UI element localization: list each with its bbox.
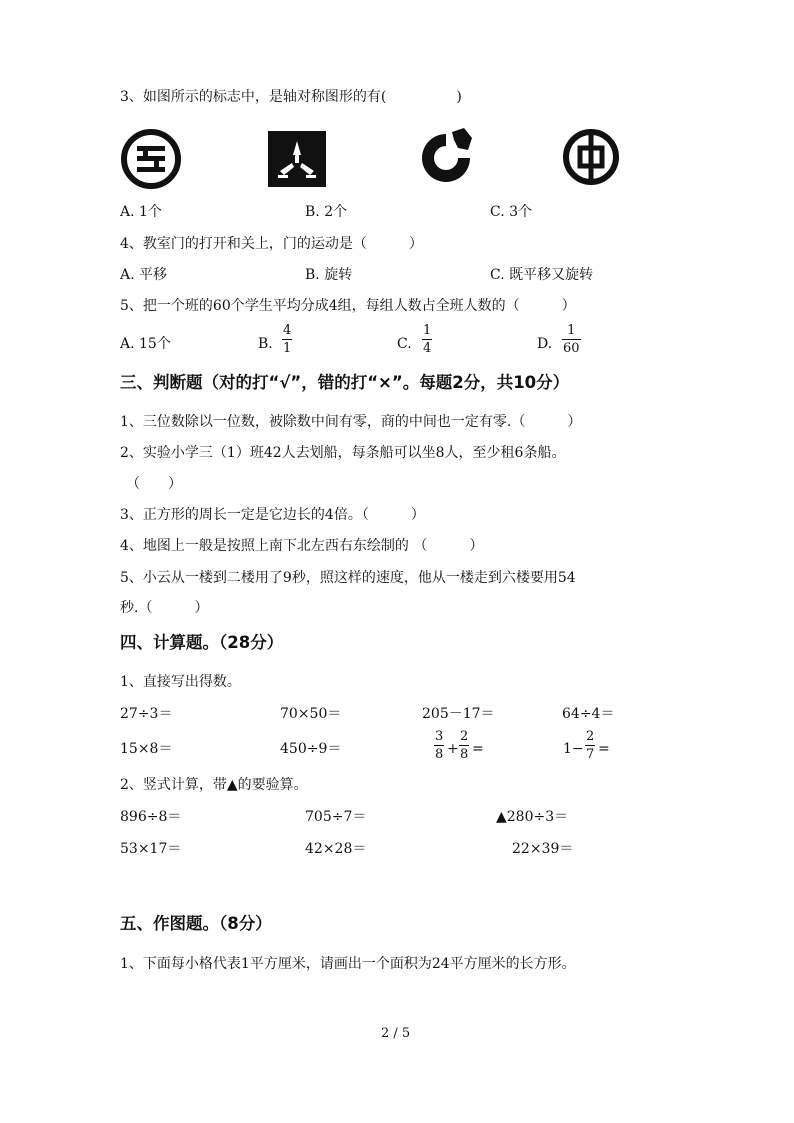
q5-text: 5、把一个班的60个学生平均分成4组，每组人数占全班人数的（ ）: [120, 298, 576, 314]
fraction-bar: [282, 339, 292, 340]
fraction-bar: [422, 339, 432, 340]
section-3-item-5-cont: 秒.（ ）: [120, 600, 209, 616]
section-3-item-4: 4、地图上一般是按照上南下北左西右东绘制的 （ ）: [120, 538, 484, 554]
bank-logo-2-icon: [268, 131, 326, 187]
section-3-item-2: 2、实验小学三（1）班42人去划船，每条船可以坐8人，至少租6条船。: [120, 445, 566, 461]
calc-item: 205－17＝: [422, 706, 495, 722]
bank-logo-3-icon: [418, 128, 474, 186]
calc-item: 450÷9＝: [280, 741, 342, 757]
vertical-calc-item: 53×17＝: [120, 841, 182, 857]
section-5-item-1: 1、下面每小格代表1平方厘米，请画出一个面积为24平方厘米的长方形。: [120, 956, 576, 972]
fraction-denominator: 7: [586, 747, 595, 762]
q5-option-d-fraction: [562, 323, 581, 356]
bank-of-china-logo-icon: [562, 128, 620, 186]
fraction-numerator: 4: [283, 323, 292, 338]
section-4-sub-1: 1、直接写出得数。: [120, 674, 241, 690]
bank-logo-1-icon: [120, 128, 182, 190]
vertical-calc-item: 705÷7＝: [305, 809, 367, 825]
q4-text: 4、教室门的打开和关上，门的运动是（ ）: [120, 236, 423, 252]
fraction-numerator: 2: [460, 729, 469, 744]
section-4-sub-2: 2、竖式计算，带▲的要验算。: [120, 777, 308, 793]
section-3-item-5: 5、小云从一楼到二楼用了9秒，照这样的速度，他从一楼走到六楼要用54: [120, 570, 576, 586]
q3-option-c: C. 3个: [490, 204, 533, 220]
fraction-bar: [434, 745, 444, 746]
calc-fraction-c: [585, 729, 595, 762]
calc-item: 64÷4＝: [562, 706, 615, 722]
calc-equals: =: [598, 741, 610, 757]
calc-lead: 1−: [563, 741, 584, 757]
section-5-title: 五、作图题。（8分）: [120, 914, 272, 933]
vertical-calc-item: 22×39＝: [512, 841, 574, 857]
fraction-denominator: 60: [563, 341, 580, 356]
section-3-item-3: 3、正方形的周长一定是它边长的4倍。（ ）: [120, 507, 425, 523]
calc-item: 27÷3＝: [120, 706, 173, 722]
q5-option-b-label: B.: [258, 336, 273, 352]
q5-option-c-fraction: [422, 323, 432, 356]
q5-option-c-label: C.: [397, 336, 412, 352]
section-3-title: 三、判断题（对的打“√”，错的打“×”。每题2分，共10分）: [120, 373, 570, 392]
vertical-calc-item: 896÷8＝: [120, 809, 182, 825]
q4-option-c: C. 既平移又旋转: [490, 267, 594, 283]
fraction-numerator: 1: [567, 323, 576, 338]
calc-fraction-b: [459, 729, 469, 762]
vertical-calc-item: ▲280÷3＝: [496, 809, 569, 825]
fraction-denominator: 1: [283, 341, 292, 356]
fraction-numerator: 2: [586, 729, 595, 744]
q4-option-b: B. 旋转: [305, 267, 353, 283]
q3-text: 3、如图所示的标志中，是轴对称图形的有( ): [120, 89, 462, 105]
fraction-denominator: 4: [423, 341, 432, 356]
fraction-numerator: 3: [435, 729, 444, 744]
section-3-item-1: 1、三位数除以一位数，被除数中间有零，商的中间也一定有零.（ ）: [120, 414, 582, 430]
q4-option-a: A. 平移: [120, 267, 168, 283]
calc-fraction-a: [434, 729, 444, 762]
calc-item: 70×50＝: [280, 706, 342, 722]
q3-option-a: A. 1个: [120, 204, 162, 220]
section-3-item-2-blank: （ ）: [126, 476, 182, 492]
calc-equals: =: [472, 741, 484, 757]
fraction-denominator: 8: [435, 747, 444, 762]
calc-operator: +: [447, 741, 459, 757]
q5-option-d-label: D.: [537, 336, 553, 352]
fraction-bar: [562, 339, 581, 340]
fraction-bar: [585, 745, 595, 746]
fraction-denominator: 8: [460, 747, 469, 762]
q5-option-b-fraction: [282, 323, 292, 356]
calc-item: 15×8＝: [120, 741, 173, 757]
fraction-bar: [459, 745, 469, 746]
q5-option-a: A. 15个: [120, 336, 171, 352]
fraction-numerator: 1: [423, 323, 432, 338]
vertical-calc-item: 42×28＝: [305, 841, 367, 857]
section-4-title: 四、计算题。（28分）: [120, 633, 284, 652]
q3-option-b: B. 2个: [305, 204, 348, 220]
page-number: 2 / 5: [381, 1026, 411, 1041]
